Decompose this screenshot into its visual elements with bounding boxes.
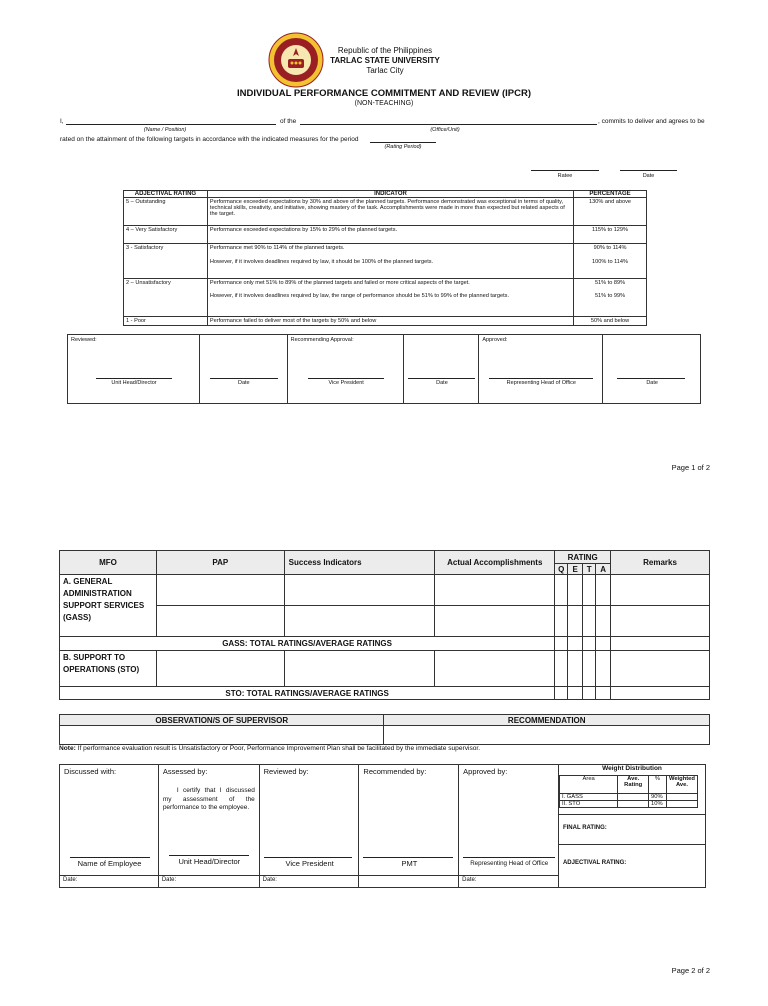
rating-e-cell[interactable] [568,575,583,606]
discussed-with-label: Discussed with: [64,767,117,776]
vice-president-signature-line[interactable] [308,378,384,379]
name-of-employee-label: Name of Employee [77,859,142,868]
observation-cell[interactable] [60,726,384,745]
rating-a-cell[interactable] [596,651,611,687]
col-area: Area [559,776,617,794]
table-row [60,651,710,687]
col-rating-e: E [568,564,583,575]
date-cell[interactable]: Date: [459,876,559,888]
recommending-date-label: Date [436,380,448,386]
recommending-approval-label: Recommending Approval: [290,337,354,343]
vice-president-label: Vice President [285,859,334,868]
indicator-cell [207,244,573,279]
signature-block-page1 [67,334,701,404]
sto-total-row [60,687,710,700]
actual-cell[interactable] [435,651,555,687]
representing-head-label: Representing Head of Office [506,380,576,386]
rating-e-cell[interactable] [568,687,583,700]
col-weighted-ave: Weighted Ave. [666,776,697,794]
rating-a-cell[interactable] [596,606,611,637]
rating-t-cell[interactable] [583,651,596,687]
indicator-cell [207,279,573,317]
city-text: Tarlac City [366,66,404,75]
ave-cell[interactable] [618,801,649,808]
gass-label: A. GENERAL ADMINISTRATION SUPPORT SERVICES (GASS) [60,575,157,637]
approved-date-label: Date [646,380,658,386]
vice-president-signature-line[interactable] [264,857,352,858]
date-cell[interactable]: Date: [259,876,359,888]
republic-text: Republic of the Philippines [337,46,433,55]
col-percentage: PERCENTAGE [574,191,647,198]
unit-head-label: Unit Head/Director [178,857,241,866]
rating-period-label: (Rating Period) [384,144,422,150]
ratee-date-label: Date [642,173,655,179]
stmt-i: I, [60,118,64,125]
percentage-text: 51% to 89% [594,280,626,286]
col-pap: PAP [156,551,284,575]
indicator-cell: Performance failed to deliver most of the targets by 50% and below [207,317,573,326]
success-cell[interactable] [284,606,435,637]
percentage-text-law: 100% to 114% [592,259,629,265]
signature-block-page2 [59,764,706,888]
stmt-commits: , commits to deliver and agrees to be [598,118,705,125]
col-remarks: Remarks [611,551,710,575]
final-rating-label: FINAL RATING: [562,825,607,831]
weighted-cell[interactable] [666,801,697,808]
date-cell[interactable] [359,876,459,888]
indicator-cell: Performance exceeded expectations by 30% and above of the planned targets. Performance demonstrated was exceptional in terms of quality, technical skills, creativity, and initiative, showing mastery of the task. Accomplishments were made in more than expected but related aspects of the target. [207,198,573,226]
table-row [124,198,647,226]
table-row [60,575,710,606]
col-actual-accomplishments: Actual Accomplishments [435,551,555,575]
rating-period-line[interactable] [370,142,436,143]
observation-header: OBSERVATION/S OF SUPERVISOR [60,715,384,726]
rating-q-cell[interactable] [555,651,568,687]
col-percent: % [649,776,667,794]
observation-table [59,714,710,745]
name-position-label: (Name / Position) [143,127,187,133]
col-ave-rating: Ave. Rating [618,776,649,794]
table-row [124,317,647,326]
page-2-footer: Page 2 of 2 [671,966,710,975]
stmt-rated: rated on the attainment of the following targets in accordance with the indicated measures for the period [60,136,359,143]
approved-by-cell [459,765,559,876]
weight-distribution-cell [558,765,705,888]
success-cell[interactable] [284,651,435,687]
pmt-signature-line[interactable] [363,857,453,858]
representing-head-signature-line[interactable] [489,378,593,379]
percentage-cell [574,244,647,279]
col-rating-t: T [583,564,596,575]
percentage-text: 90% to 114% [593,245,627,251]
table-row [559,801,697,808]
representing-head-signature-line[interactable] [463,857,555,858]
col-rating-q: Q [555,564,568,575]
indicator-text: Performance met 90% to 114% of the planned targets. [209,245,345,251]
table-row [60,606,710,637]
remarks-cell[interactable] [611,606,710,637]
approved-cell [479,335,603,404]
indicator-text: Performance only met 51% to 89% of the planned targets and failed or more critical aspects of the target. [209,280,470,286]
area-cell: II. STO [559,801,617,808]
reviewed-by-label: Reviewed by: [263,767,309,776]
table-row [124,279,647,317]
adjectival-rating-table [123,190,647,326]
certify-text: I certify that I discussed my assessment of the performance to the employee. [162,787,255,811]
unit-head-signature-line[interactable] [169,855,249,856]
approved-label: Approved: [482,337,508,343]
rating-a-cell[interactable] [596,687,611,700]
sto-label: B. SUPPORT TO OPERATIONS (STO) [60,651,157,687]
col-adjectival-rating: ADJECTIVAL RATING [124,191,208,198]
recommended-by-cell [359,765,459,876]
rating-a-cell[interactable] [596,637,611,651]
rating-cell: 4 – Very Satisfactory [124,226,208,244]
approved-by-label: Approved by: [463,767,508,776]
employee-signature-line[interactable] [70,857,150,858]
percentage-text-law: 51% to 99% [594,293,626,299]
col-rating-a: A [596,564,611,575]
indicator-text-law: However, if it involves deadlines required by law, it should be 100% of the planned targets. [209,259,434,265]
reviewed-by-cell [259,765,359,876]
rating-q-cell[interactable] [555,637,568,651]
rating-cell: 3 - Satisfactory [124,244,208,279]
gass-total-label: GASS: TOTAL RATINGS/AVERAGE RATINGS [60,637,555,651]
weighted-cell[interactable] [666,794,697,801]
rating-q-cell[interactable] [555,575,568,606]
ratee-label: Ratee [557,173,573,179]
actual-cell[interactable] [435,606,555,637]
adjectival-rating-box[interactable] [559,844,705,886]
recommendation-cell[interactable] [384,726,710,745]
success-cell[interactable] [284,575,435,606]
col-mfo: MFO [60,551,157,575]
name-position-line[interactable] [66,124,276,125]
unit-head-signature-line[interactable] [96,378,172,379]
reviewed-date-cell [199,335,287,404]
rating-t-cell[interactable] [583,606,596,637]
page-1-footer: Page 1 of 2 [671,463,710,472]
weight-distribution-title: Weight Distribution [602,765,662,772]
percent-cell: 90% [649,794,667,801]
ave-cell[interactable] [618,794,649,801]
recommended-by-label: Recommended by: [363,767,427,776]
adjectival-header-row [124,191,647,198]
approved-date-cell [603,335,701,404]
table-row [124,226,647,244]
approved-date-line[interactable] [617,378,685,379]
actual-cell[interactable] [435,575,555,606]
reviewed-cell [68,335,200,404]
rating-e-cell[interactable] [568,651,583,687]
percent-cell: 10% [649,801,667,808]
rating-t-cell[interactable] [583,687,596,700]
rating-t-cell[interactable] [583,575,596,606]
rating-t-cell[interactable] [583,637,596,651]
pap-cell[interactable] [156,651,284,687]
office-unit-line[interactable] [300,124,597,125]
note-text [59,745,480,752]
vice-president-label: Vice President [328,380,364,386]
ratee-line[interactable] [531,170,599,171]
gass-total-row [60,637,710,651]
remarks-cell[interactable] [611,637,710,651]
indicator-cell: Performance exceeded expectations by 15% to 29% of the planned targets. [207,226,573,244]
remarks-cell[interactable] [611,651,710,687]
remarks-cell[interactable] [611,687,710,700]
col-rating: RATING [555,551,611,564]
ratee-date-line[interactable] [620,170,677,171]
pap-cell[interactable] [156,575,284,606]
rating-cell: 1 - Poor [124,317,208,326]
rating-cell: 5 – Outstanding [124,198,208,226]
assessed-by-label: Assessed by: [162,767,208,776]
recommending-date-line[interactable] [408,378,475,379]
unit-head-label: Unit Head/Director [111,380,157,386]
form-title: INDIVIDUAL PERFORMANCE COMMITMENT AND REVIEW (IPCR) [237,88,531,99]
percentage-cell: 130% and above [574,198,647,226]
mfo-table [59,550,710,700]
area-cell: I. GASS [559,794,617,801]
recommendation-header: RECOMMENDATION [384,715,710,726]
percentage-cell: 50% and below [574,317,647,326]
recommending-cell [287,335,404,404]
assessed-by-cell [158,765,259,876]
percentage-cell: 115% to 129% [574,226,647,244]
weight-distribution-table [559,775,698,808]
rating-q-cell[interactable] [555,606,568,637]
rating-cell: 2 – Unsatisfactory [124,279,208,317]
reviewed-label: Reviewed: [71,337,97,343]
note-body: If performance evaluation result is Unsatisfactory or Poor, Performance Improvement Plan shall be facilitated by the immediate supervisor. [75,745,481,752]
percentage-cell [574,279,647,317]
rating-a-cell[interactable] [596,575,611,606]
date-cell[interactable]: Date: [60,876,159,888]
rating-e-cell[interactable] [568,637,583,651]
representing-head-label: Representing Head of Office [470,860,549,867]
pap-cell[interactable] [156,606,284,637]
reviewed-date-label: Date [237,380,250,386]
pmt-label: PMT [401,859,418,868]
date-cell[interactable]: Date: [158,876,259,888]
sto-total-label: STO: TOTAL RATINGS/AVERAGE RATINGS [60,687,555,700]
remarks-cell[interactable] [611,575,710,606]
rating-q-cell[interactable] [555,687,568,700]
stmt-of-the: of the [280,118,297,125]
table-row [559,794,697,801]
note-label: Note: [59,745,76,752]
final-rating-box[interactable] [559,814,705,844]
recommending-date-cell [404,335,479,404]
col-success-indicators: Success Indicators [284,551,435,575]
indicator-text-law: However, if it involves deadlines required by law, the range of performance should be 51% to 99% of the planned targets. [209,293,510,299]
reviewed-date-line[interactable] [210,378,278,379]
discussed-with-cell [60,765,159,876]
university-name: TARLAC STATE UNIVERSITY [330,56,440,65]
office-unit-label: (Office/Unit) [430,127,460,133]
adjectival-rating-label: ADJECTIVAL RATING: [562,860,627,866]
table-row [124,244,647,279]
col-indicator: INDICATOR [207,191,573,198]
rating-e-cell[interactable] [568,606,583,637]
form-subtitle: (NON-TEACHING) [354,100,414,107]
